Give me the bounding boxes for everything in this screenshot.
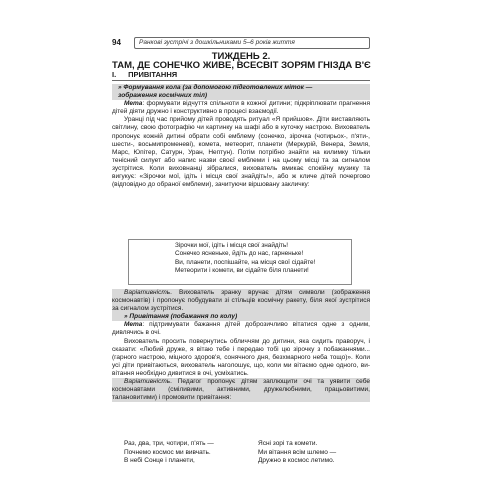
variant-label-2: Варіативність xyxy=(124,378,171,386)
poem-line: Ми вітання всім шлемо — xyxy=(258,448,337,456)
wishes-paragraph: Вихователь просить повернутись обличчям до дитини, яка сидить праворуч, і сказати: «Любий друже, я вітаю тебе і передаю тобі цю зірочку з побажаннями... (гарного настрою, міцного здоров'я, сонячного дня, безхмарного неба тощо)». Коли усі діти привітаються, вихователь наголошує, що, коли ми вітаємо одне одного, вивітання необхідно дивитися в очі, усміхатись. xyxy=(112,337,370,377)
poem-line: Ясні зорі та комети. xyxy=(258,440,318,447)
poem-box-line: Ви, планети, поспішайте, на місця свої сідайте! xyxy=(175,258,316,266)
goal-text-1: : формувати відчуття спільноти в кожної дитини; підкріплювати прагнення дітей діяти дружно і конструктивно в процесі взаємодії. xyxy=(112,100,370,116)
poem-right-column xyxy=(258,440,336,466)
poem-box-line: Метеорити і комети, ви сідайте біля планети! xyxy=(175,267,309,275)
goal-paragraph-2 xyxy=(112,321,370,337)
goal-label-1: Мета xyxy=(124,100,143,108)
subheading-wishes: » Привітання (побажання по колу) xyxy=(112,313,370,321)
section-heading xyxy=(112,70,370,81)
poem-line: Дружно в космос летимо. xyxy=(258,457,335,465)
variant-text-2: . Педагог пропонує дітям заплющити очі та уявити себе космонавтами (сміливими, активними, дружелюбними, працьовитими, талановитими) і промовити привітання: xyxy=(112,378,370,402)
ritual-paragraph: Уранці під час прийому дітей проводять ритуал «Я прийшов». Діти виставляють світлину, свою фотографію чи картинку на шафі або в куточку настрою. Вихователь пропонує кожній дитині обрати собі емблему (сонечко, зірочка (чотирьох-, п'яти-, шести-, восьмипроменеві), комета, метеорит, планети (Меркурій, Венера, Земля, Марс, Юпітер, Сатурн, Уран, Нептун). Потім потрібно знайти на килимку тільки тенісний силует або напис назви своєї емблеми і на цьому місці та за сигналом зустрітися. Коли виховнанці зібралися, вихователь вмикає спокійну музику та вигукує: «Зірочки мої, ідіть і місця свої знайдіть!», або ж кличе дітей почергово (відповідно до обраної емблеми), зачитуючи віршовану закличку: xyxy=(112,116,370,189)
running-title: Ранкові зустрічі з дошкільниками 5–6 років життя xyxy=(134,37,370,49)
goal-paragraph-1 xyxy=(112,100,370,116)
poem-line: Почнемо космос ми вивчать. xyxy=(124,448,211,456)
variant-paragraph-2 xyxy=(112,378,370,402)
poem-box-line: Сонечко ясненьке, йдіть до нас, гарненьке! xyxy=(175,250,304,258)
greeting-block-2 xyxy=(112,289,370,402)
poem-line: В небі Сонце і планети, xyxy=(124,457,195,465)
variant-paragraph-1 xyxy=(112,289,370,313)
greeting-block-1 xyxy=(112,84,370,189)
section-label: ПРИВІТАННЯ xyxy=(128,70,178,79)
poem-left-column xyxy=(124,440,214,466)
goal-label-2: Мета xyxy=(124,321,143,329)
subheading-circle-line2: зображення космічних тіл) xyxy=(118,92,208,100)
section-number: I. xyxy=(112,70,117,79)
poem-box-line: Зірочки мої, ідіть і місця свої знайдіть! xyxy=(175,242,289,249)
subheading-circle xyxy=(112,84,370,100)
week-subtitle: ТАМ, ДЕ СОНЕЧКО ЖИВЕ, ВСЕСВІТ ЗОРЯМ ГНІЗДА В'Є xyxy=(112,60,371,71)
page-number: 94 xyxy=(112,38,121,47)
week-title: ТИЖДЕНЬ 2. xyxy=(211,51,271,62)
subheading-circle-line1: » Формування кола (за допомогою підготовлених міток — xyxy=(118,84,313,91)
poem-box xyxy=(128,239,352,285)
goal-text-2: : підтримувати бажання дітей доброзичливо вітатися одне з одним, дивлячись в очі. xyxy=(112,321,370,337)
page-header xyxy=(112,37,370,48)
variant-label-1: Варіативність xyxy=(124,289,171,296)
poem-line: Раз, два, три, чотири, п'ять — xyxy=(124,440,214,447)
variant-text-1: . Вихователь зранку вручає дітям символи (зображення космонавтів) і пропонує побудувати зі стільців космічну ракету, біля якої зустрітися за сигналом зустрітися. xyxy=(112,289,370,313)
